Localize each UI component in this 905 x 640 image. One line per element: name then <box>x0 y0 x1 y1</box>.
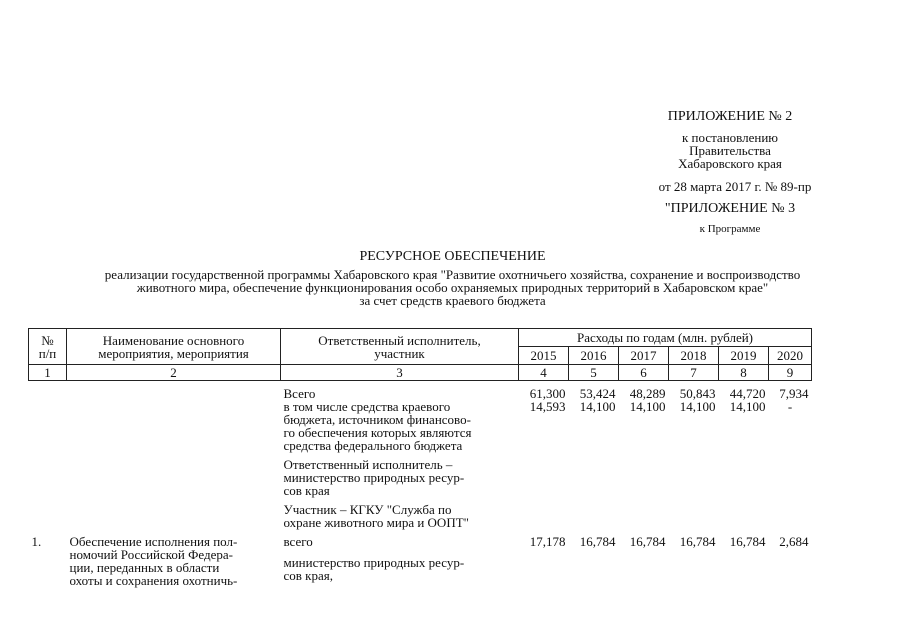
column-number: 5 <box>569 365 619 381</box>
value-cell: 14,100 <box>579 399 616 414</box>
desc-line: сов края <box>283 483 330 498</box>
column-number: 8 <box>719 365 769 381</box>
decree-line: Правительства <box>689 143 771 158</box>
activity-name <box>67 535 281 587</box>
value-cell: 7,934 <box>779 386 809 401</box>
subtitle-line: за счет средств краевого бюджета <box>359 293 546 308</box>
desc-line: средства федерального бюджета <box>283 438 463 453</box>
table-row <box>29 458 812 497</box>
resource-table <box>28 328 812 587</box>
header-executor-line: Ответственный исполнитель, <box>318 332 481 348</box>
header-executor-line: участник <box>374 345 425 361</box>
desc-line: охране животного мира и ООПТ" <box>283 515 469 530</box>
value-cell: 14,100 <box>679 399 716 414</box>
value-cell: - <box>787 399 793 414</box>
column-number: 7 <box>669 365 719 381</box>
value-cell: 61,300 <box>529 386 566 401</box>
desc-line: министерство природных ресур- <box>283 555 465 571</box>
row-number: 1. <box>31 534 42 549</box>
header-year: 2017 <box>619 347 669 365</box>
value-cell: 44,720 <box>729 386 766 401</box>
document-subtitle <box>30 268 875 307</box>
column-number: 6 <box>619 365 669 381</box>
row-desc <box>281 535 519 550</box>
column-number: 3 <box>281 365 519 381</box>
value-cell: 16,784 <box>629 534 666 549</box>
header-num <box>29 329 67 365</box>
subtitle-line: животного мира, обеспечение функционирования особо охраняемых природных территорий в Хабаровском крае" <box>136 280 769 295</box>
value-cell: 16,784 <box>579 534 616 549</box>
desc-line: Всего <box>283 386 316 401</box>
column-number: 2 <box>67 365 281 381</box>
value-cell: 50,843 <box>679 386 716 401</box>
row-desc <box>281 550 519 587</box>
row-desc <box>281 503 519 529</box>
value-cell: 14,100 <box>729 399 766 414</box>
desc-line: Ответственный исполнитель – <box>283 457 453 472</box>
row-desc <box>281 458 519 497</box>
desc-line: сов края, <box>283 568 333 584</box>
value-cell: 16,784 <box>729 534 766 549</box>
desc-line: в том числе средства краевого <box>283 399 451 414</box>
appendix3-label: "ПРИЛОЖЕНИЕ № 3 <box>664 201 796 216</box>
column-number: 1 <box>29 365 67 381</box>
header-year: 2019 <box>719 347 769 365</box>
header-expenses: Расходы по годам (млн. рублей) <box>519 329 812 347</box>
table-row <box>29 400 812 452</box>
value-cell: 14,100 <box>629 399 666 414</box>
column-number: 9 <box>769 365 812 381</box>
decree-date: от 28 марта 2017 г. № 89-пр <box>658 179 812 194</box>
column-number: 4 <box>519 365 569 381</box>
desc-line: министерство природных ресур- <box>283 470 465 485</box>
decree-line: к постановлению <box>681 130 779 145</box>
subtitle-line: реализации государственной программы Хабаровского края "Развитие охотничьего хозяйства, сохранение и воспроизводство <box>104 267 801 282</box>
value-cell: 17,178 <box>529 534 566 549</box>
appendix-label: ПРИЛОЖЕНИЕ № 2 <box>667 109 793 124</box>
name-line: ции, переданных в области <box>69 560 220 575</box>
desc-line: Участник – КГКУ "Служба по <box>283 502 452 517</box>
header-year: 2016 <box>569 347 619 365</box>
header-name <box>67 329 281 365</box>
desc-line: го обеспечения которых являются <box>283 425 472 440</box>
decree-reference <box>640 131 820 170</box>
decree-line: Хабаровского края <box>678 156 782 171</box>
name-line: Обеспечение исполнения пол- <box>69 534 238 549</box>
document-title: РЕСУРСНОЕ ОБЕСПЕЧЕНИЕ <box>359 249 546 264</box>
value-cell: 53,424 <box>579 386 616 401</box>
value-cell: 14,593 <box>529 399 566 414</box>
header-year: 2015 <box>519 347 569 365</box>
value-cell: 16,784 <box>679 534 716 549</box>
desc-line: бюджета, источником финансово- <box>283 412 471 427</box>
header-num-line: п/п <box>38 345 57 361</box>
header-executor <box>281 329 519 365</box>
name-line: номочий Российской Федера- <box>69 547 233 562</box>
table-row <box>29 503 812 529</box>
header-year: 2020 <box>769 347 812 365</box>
desc-line: всего <box>283 534 313 549</box>
name-line: охоты и сохранения охотничь- <box>69 573 238 588</box>
row-desc <box>281 400 519 452</box>
table-row <box>29 535 812 550</box>
header-name-line: мероприятия, мероприятия <box>98 345 249 361</box>
header-num-line: № <box>41 332 54 348</box>
header-year: 2018 <box>669 347 719 365</box>
value-cell: 48,289 <box>629 386 666 401</box>
value-cell: 2,684 <box>779 534 809 549</box>
to-program-label: к Программе <box>699 223 761 235</box>
header-name-line: Наименование основного <box>102 332 245 348</box>
